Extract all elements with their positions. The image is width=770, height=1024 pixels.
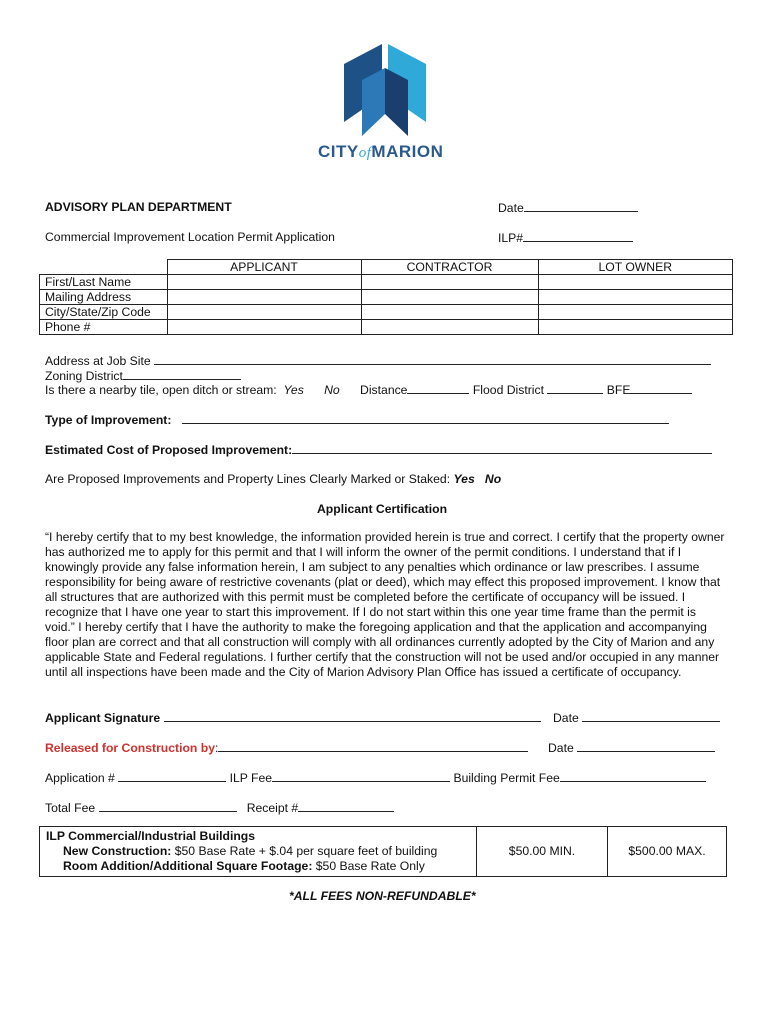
signature-date-label: Date (553, 711, 579, 725)
fee-room-label: Room Addition/Additional Square Footage: (63, 859, 313, 873)
fee-new-line (46, 844, 470, 859)
fees-row (45, 770, 706, 786)
cost-field (45, 442, 712, 458)
fee-max-cell: $500.00 MAX. (608, 827, 727, 877)
owner-name-cell[interactable] (538, 275, 733, 290)
applicant-city-cell[interactable] (167, 305, 361, 320)
released-date-line[interactable] (577, 740, 715, 752)
fee-min-cell: $50.00 MIN. (477, 827, 608, 877)
table-row (40, 290, 733, 305)
date-field (498, 200, 638, 216)
tile-row (45, 382, 692, 398)
distance-label: Distance (360, 383, 408, 397)
application-number-label: Application # (45, 771, 115, 785)
ilp-fee-label: ILP Fee (229, 771, 273, 785)
staked-question: Are Proposed Improvements and Property Lines Clearly Marked or Staked: (45, 472, 451, 486)
address-label: Address at Job Site (45, 354, 151, 368)
zoning-line[interactable] (123, 368, 241, 380)
applicant-address-cell[interactable] (167, 290, 361, 305)
flood-line[interactable] (547, 382, 603, 394)
released-date-label: Date (548, 741, 574, 755)
owner-phone-cell[interactable] (538, 320, 733, 335)
released-line[interactable] (218, 740, 528, 752)
date-label: Date (498, 201, 524, 215)
contractor-city-cell[interactable] (361, 305, 538, 320)
ilp-fee-line[interactable] (272, 770, 450, 782)
ilp-field (498, 230, 633, 246)
total-fee-label: Total Fee (45, 801, 96, 815)
flood-label: Flood District (472, 383, 544, 397)
released-label: Released for Construction by (45, 741, 215, 755)
certification-text: “I hereby certify that to my best knowledge, the information provided herein is true and correct. I certify that the property owner has authorized me to apply for this permit and that I will inform the owner of the permit conditions. I understand that if I knowingly provide any false information herein, I am subject to any penalties which ordinance or law prescribes. I assume responsibility for being aware of restrictive covenants (plat or deed), which may effect this proposed improvement. I know that all structures that are authorized with this permit must be completed before the certificate of occupancy will be issued. I recognize that I have one year to start this improvement. If I do not start within this one year time frame than the permit is void.” I hereby certify that I have the authority to make the foregoing application and that the application and accompanying floor plan are correct and that all construction will comply with all ordinances currently adopted by the City of Marion and any applicable State and Federal regulations. I further certify that the construction will not be used and/or occupied in any manner until all inspections have been made and the City of Marion Advisory Plan Office has issued a certificate of occupancy. (45, 530, 725, 679)
parties-table (39, 259, 733, 335)
table-row (40, 275, 733, 290)
signature-date-field (553, 710, 720, 726)
table-corner (40, 260, 168, 275)
application-number-line[interactable] (118, 770, 226, 782)
city-of-marion-wordmark (318, 142, 443, 162)
logo-center-left (362, 68, 385, 136)
fee-schedule-table (39, 826, 727, 877)
fee-room-line (46, 859, 470, 874)
contractor-phone-cell[interactable] (361, 320, 538, 335)
row-label-phone: Phone # (40, 320, 168, 335)
owner-city-cell[interactable] (538, 305, 733, 320)
bfe-label: BFE (606, 383, 631, 397)
bfe-line[interactable] (630, 382, 692, 394)
tile-no-option[interactable]: No (324, 383, 340, 397)
total-fee-line[interactable] (99, 800, 237, 812)
department-heading: ADVISORY PLAN DEPARTMENT (45, 200, 232, 214)
application-title: Commercial Improvement Location Permit Application (45, 230, 335, 244)
zoning-label: Zoning District (45, 369, 123, 383)
receipt-label: Receipt # (246, 801, 299, 815)
fee-new-label: New Construction: (63, 844, 172, 858)
address-field (45, 353, 711, 369)
staked-no-option[interactable]: No (484, 472, 502, 486)
fee-title: ILP Commercial/Industrial Buildings (46, 829, 256, 843)
fee-row (40, 827, 727, 877)
row-label-city: City/State/Zip Code (40, 305, 168, 320)
tile-yes-option[interactable]: Yes (283, 383, 304, 397)
staked-yes-option[interactable]: Yes (453, 472, 475, 486)
table-header-row (40, 260, 733, 275)
contractor-name-cell[interactable] (361, 275, 538, 290)
applicant-signature-field (45, 710, 541, 726)
certification-heading: Applicant Certification (317, 502, 448, 516)
ilp-label: ILP# (498, 231, 524, 245)
col-contractor: CONTRACTOR (361, 260, 538, 275)
signature-date-line[interactable] (582, 710, 720, 722)
contractor-address-cell[interactable] (361, 290, 538, 305)
row-label-name: First/Last Name (40, 275, 168, 290)
date-line[interactable] (524, 200, 638, 212)
building-fee-line[interactable] (560, 770, 706, 782)
improvement-type-label: Type of Improvement: (45, 413, 172, 427)
address-line[interactable] (154, 353, 711, 365)
released-date-field (548, 740, 715, 756)
owner-address-cell[interactable] (538, 290, 733, 305)
non-refundable-note: *ALL FEES NON-REFUNDABLE* (289, 889, 476, 903)
col-lot-owner: LOT OWNER (538, 260, 733, 275)
released-colon: : (214, 741, 219, 755)
receipt-line[interactable] (298, 800, 394, 812)
distance-line[interactable] (407, 382, 469, 394)
applicant-phone-cell[interactable] (167, 320, 361, 335)
released-field (45, 740, 528, 756)
fee-room-text: $50 Base Rate Only (312, 859, 425, 873)
row-label-address: Mailing Address (40, 290, 168, 305)
cost-label: Estimated Cost of Proposed Improvement: (45, 443, 293, 457)
city-of-marion-logo (340, 44, 430, 136)
improvement-type-field (45, 412, 669, 428)
ilp-line[interactable] (523, 230, 633, 242)
total-row (45, 800, 394, 816)
table-row (40, 305, 733, 320)
tile-question: Is there a nearby tile, open ditch or stream: (45, 383, 277, 397)
table-row (40, 320, 733, 335)
fee-new-text: $50 Base Rate + $.04 per square feet of building (171, 844, 438, 858)
applicant-name-cell[interactable] (167, 275, 361, 290)
improvement-type-line[interactable] (182, 412, 669, 424)
brand-marion: MARION (371, 142, 444, 161)
fee-description-cell (40, 827, 477, 877)
col-applicant: APPLICANT (167, 260, 361, 275)
brand-city: CITY (318, 142, 359, 161)
cost-line[interactable] (292, 442, 712, 454)
applicant-signature-line[interactable] (164, 710, 541, 722)
brand-of: of (358, 145, 372, 161)
building-fee-label: Building Permit Fee (453, 771, 560, 785)
staked-row (45, 472, 501, 487)
logo-center-right (385, 68, 408, 136)
applicant-signature-label: Applicant Signature (45, 711, 161, 725)
